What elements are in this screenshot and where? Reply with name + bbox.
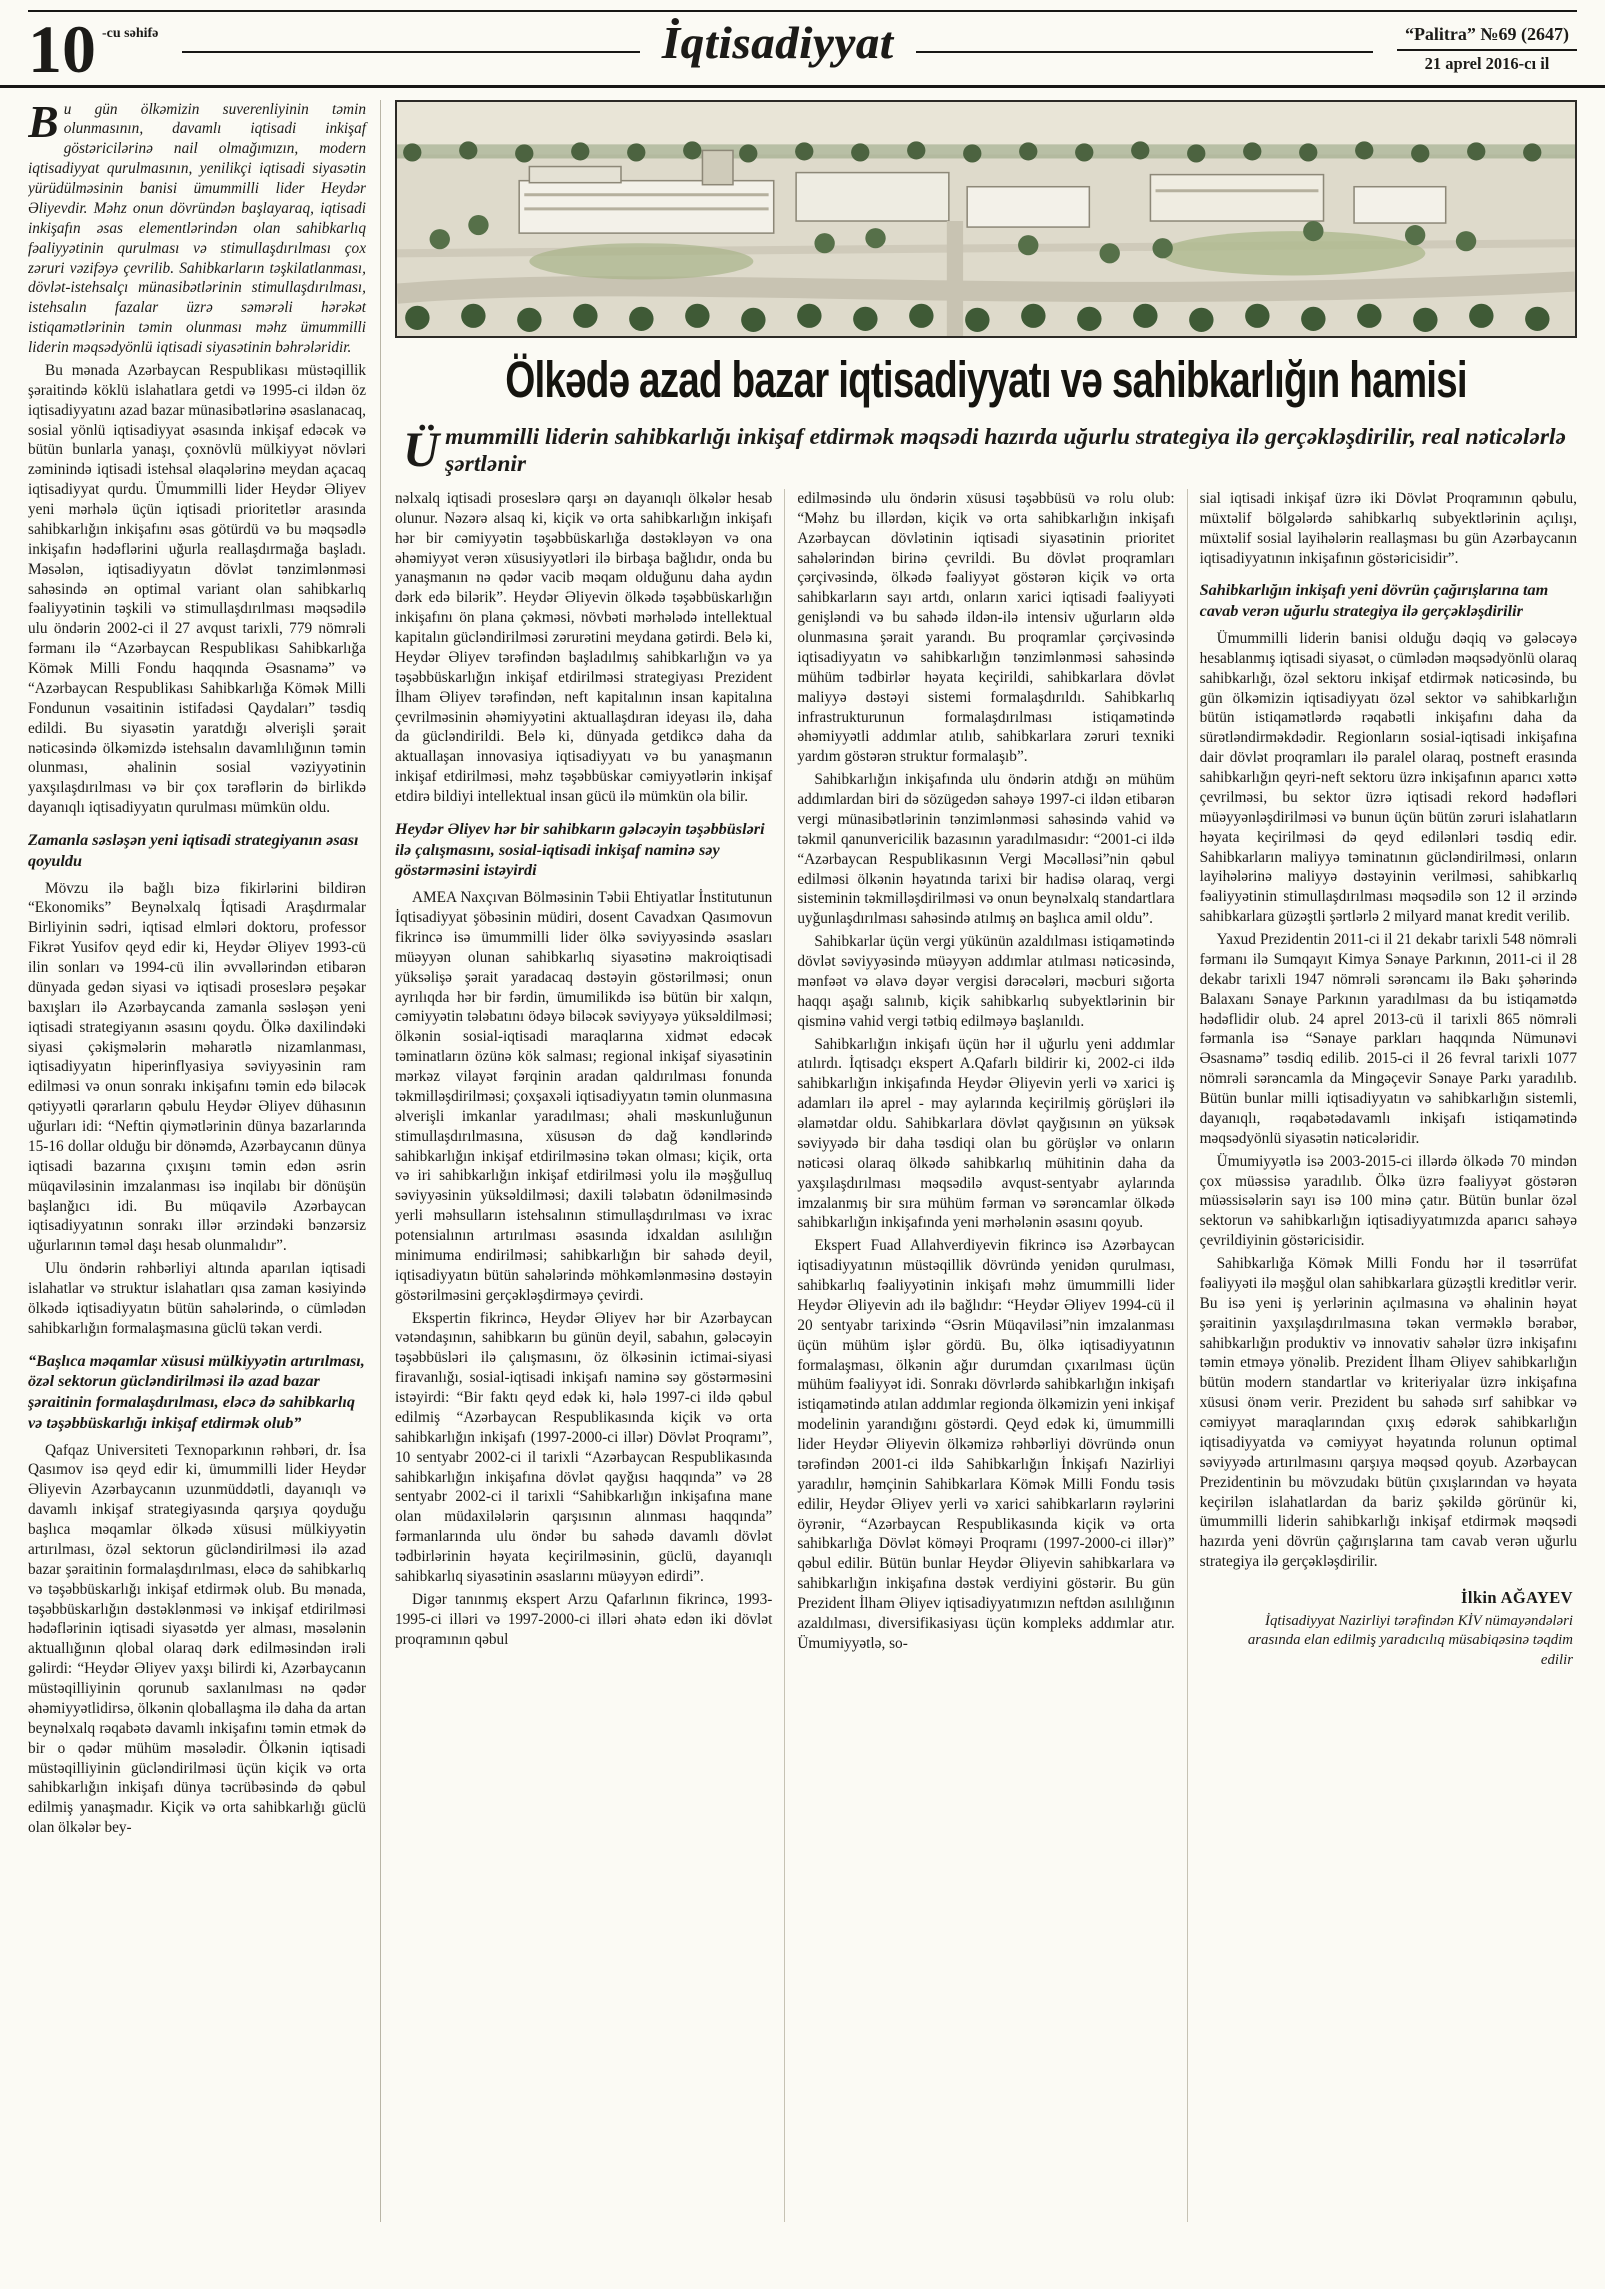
column-2 bbox=[395, 489, 784, 2222]
column-3 bbox=[784, 489, 1186, 2222]
competition-note: İqtisadiyyat Nazirliyi tərəfindən KİV nümayəndələri arasında elan edilmiş yaradıcılıq müsabiqəsinə təqdim edilir bbox=[1247, 1613, 1573, 1668]
paragraph: Ekspert Fuad Allahverdiyevin fikrincə isə Azərbaycan iqtisadiyyatının müstəqillik dövründə yenidən qurulması, sahibkarlıq fəaliyyətinin inkişafı məhz ümummilli lider Heydər Əliyevin adı ilə bağlıdır: “Heydər Əliyev 1994-cü il 20 sentyabr tarixində “Əsrin Müqaviləsi”nin imzalanması üçün mühüm işlər gördü. Bu, ölkə iqtisadiyyatının formalaşması, ölkənin ağır durumdan çıxarılması üçün mühüm fəaliyyət idi. Sonrakı dövrlərdə sahibkarlığın inkişafı istiqamətində atılan addımlar regionda ölkəmizin yeni inkişaf modelinin yarandığını göstərdi. Qeyd edək ki, ümummilli lider Heydər Əliyevin ölkəmizə rəhbərliyi dövründə onun tərəfindən 2001-ci ildə Sahibkarlığın İnkişafı Nazirliyi yaradılır, həmçinin Sahibkarlara Kömək Milli Fondu təsis edilir, Heydər Əliyev yerli və xarici sahibkarların rəylərini öyrənir, “Azərbaycan Respublikasında kiçik və orta sahibkarlığa Dövlət köməyi Proqramı (1997-2000-ci illər)” qəbul edilir. Bütün bunlar Heydər Əliyevin sahibkarlara və sahibkarlığın inkişafına dəstək verdiyini göstərir. Bu gün Prezident İlham Əliyev iqtisadiyyatımızın neftdən asılılığının azaldılması, diversifikasiyası üçün kompleks addımlar atır. Ümumiyyətlə, so- bbox=[797, 1237, 1175, 1652]
column-1 bbox=[28, 100, 380, 2222]
section-rule-right bbox=[916, 51, 1373, 53]
right-region bbox=[380, 100, 1577, 2222]
article-body bbox=[0, 88, 1605, 2238]
paragraph: Sahibkarlığa Kömək Milli Fondu hər il təsərrüfat fəaliyyəti ilə məşğul olan sahibkarlara güzəştli kreditlər verir. Bu isə yeni iş yerlərinin açılmasına və əhalinin həyat şəraitinin yaxşılaşdırılmasına təkan verməklə bərabər, sahibkarlığın produktiv və innovativ sahələr üzrə inkişafını təmin etməyə yönəlib. Prezident İlham Əliyev sahibkarlığın bütün modern standartlar və kriteriyalar üzrə inkişafına xüsusi önəm verir. Prezident bu sahədə sırf sahibkar və cəmiyyət maraqlarından çıxış edərək sahibkarlığın iqtisadiyyatda və cəmiyyət həyatında rolunun optimal səviyyədə artırılmasını qarşıya məqsəd qoyub. Azərbaycan Prezidentinin bu mövzudakı bütün çıxışlarından və həyata keçirilən islahatlardan da bariz şəkildə görünür ki, ümummilli liderin sahibkarlığı inkişaf etdirmək məqsədi hazırda yeni dövrün çağırışlarına tam cavab verən uğurlu strategiya ilə gerçəkləşdirilir. bbox=[1199, 1255, 1577, 1571]
page-number-suffix: -cu səhifə bbox=[102, 26, 159, 41]
paragraph: edilməsində ulu öndərin xüsusi təşəbbüsü və rolu olub: “Məhz bu illərdən, kiçik və orta sahibkarlığın inkişafı Azərbaycan dövlətinin iqtisadi siyasətinin prioritet sahələrindən birinə çevrildi. Bu dövlət proqramları çərçivəsində, ölkədə fəaliyyət göstərən kiçik və orta sahibkarların sayı artdı, onların xarici iqtisadi fəaliyyəti genişləndi və bu sahədə ildən-ilə intensiv uğurların əldə olunmasına şərait yarandı. Bu proqramlar çərçivəsində iqtisadiyyatın və sahibkarlığın tənzimlənməsi sahəsində mühüm tədbirlər həyata keçirildi, sahibkarlara dövlət maliyyə dəstəyi sistemi formalaşdırıldı. Sahibkarlıq infrastrukturunun formalaşdırılması istiqamətində əhəmiyyətli addımlar atılıb, sahibkarlara zəruri texniki yardım göstərən struktur formalaşıb”. bbox=[797, 489, 1175, 766]
subheadline-drop-cap: Ü bbox=[403, 420, 440, 477]
subhead-main-points: “Başlıca məqamlar xüsusi mülkiyyətin artırılması, özəl sektorun gücləndirilməsi ilə azad bazar şəraitinin formalaşdırılması, eləcə də sahibkarlıq və təşəbbüskarlığı inkişaf etdirmək olub” bbox=[28, 1351, 365, 1432]
paragraph: Digər tanınmış ekspert Arzu Qafarlının fikrincə, 1993-1995-ci illəri və 1997-2000-ci illəri əhatə edən iki dövlət proqramının qəbul bbox=[395, 1590, 773, 1648]
intro-paragraph bbox=[28, 100, 366, 358]
paragraph: AMEA Naxçıvan Bölməsinin Təbii Ehtiyatlar İnstitutunun İqtisadiyyat şöbəsinin müdiri, dosent Cavadxan Qasımovun fikrincə isə ümummilli lider ölkə səviyyəsində əsasları müəyyən olunan sahibkarlıq siyasətinə makroiqtisadi yüksəlişə şərait yaradacaq dəstəyin göstərilməsi; onun ayrılıqda hər bir fərdin, ümumilikdə isə bütün bir xalqın, cəmiyyətin tələbatını ödəyə biləcək səviyyəyə yüksəldilməsi; ölkənin sosial-iqtisadi maraqlarına xidmət edəcək təminatların özünə kök salması; regional inkişaf siyasətinin mərkəz vilayət fərqinin aradan qaldırılması fonunda təkmilləşdirilməsi; çoxşaxəli iqtisadiyyatın təmin olunmasına əlverişli imkanlar yaradılması; əhali məskunluğunun stimullaşdırılmasına, xüsusən də dağ kəndlərində sahibkarlığın inkişaf etdirilməsinə təkan olması; kiçik, orta və iri sahibkarlığın inkişaf etdirilməsi yolu ilə məşğulluq səviyyəsinin yüksəldilməsi; daxili tələbatın ödənilməsində yerli məhsulların istehsalının stimullaşdırılması və ixrac potensialının artırılması əsasında idxaldan asılılığın minimuma endirilməsi; sahibkarlığın bir sahədə deyil, iqtisadiyyatın bütün sahələrində möhkəmlənməsinə dəstəyin göstərilməsini gerçəkləşdirməyə çevirdi. bbox=[395, 889, 773, 1304]
paragraph: Sahibkarlığın inkişafı üçün hər il uğurlu yeni addımlar atılırdı. İqtisadçı ekspert A.Qafarlı bildirir ki, 2002-ci ildə sahibkarlığın inkişafında Heydər Əliyevin yerli və xarici iş adamları ilə aprel - may aylarında keçirilmiş görüşləri ilə əlamətdar oldu. Sahibkarlara dövlət qayğısının ən yüksək səviyyədə bir daha təsdiqi olan bu görüşlər və onların nəticəsi olaraq ölkədə sahibkarlıq mühitinin daha da yaxşılaşdırılması məqsədilə avqust-sentyabr aylarında imzalanmış bir sıra mühüm fərman və sərəncamlar ölkədə sahibkarlığın inkişafında yeni mərhələnin əsasını qoyub. bbox=[797, 1035, 1175, 1232]
article-subheadline-text: mummilli liderin sahibkarlığı inkişaf etdirmək məqsədi hazırda uğurlu strategiya ilə gerçəkləşdirilir, real nəticələrlə şərtlənir bbox=[445, 423, 1566, 478]
paragraph: Yaxud Prezidentin 2011-ci il 21 dekabr tarixli 548 nömrəli fərmanı ilə Sumqayıt Kimya Sənaye Parkının, 2011-ci il 28 dekabr tarixli 1947 nömrəli sərəncamı ilə Bakı şəhərində Balaxanı Sənaye Parkının yaradılması da bu istiqamətdə hədəflidir olub. 24 aprel 2013-cü il tarixli 865 nömrəli fərmanla isə “Sənaye parkları haqqında Nümunəvi Əsasnamə” təsdiq edilib. 2015-ci il 26 fevral tarixli 1077 nömrəli sərəncamla da Mingəçevir Sənaye Parkı yaradılıb. Bütün bunlar milli iqtisadiyyatın və sahibkarlığın sistemli, dayanıqlı, rəqabətədavamlı inkişafı istiqamətində məqsədyönlü siyasətin nəticələridir. bbox=[1199, 931, 1577, 1147]
subhead-heydar-aliyev-wish: Heydər Əliyev hər bir sahibkarın gələcəyin təşəbbüsləri ilə çalışmasını, sosial-iqtisadi inkişaf naminə səy göstərməsini istəyirdi bbox=[395, 819, 765, 880]
column-4 bbox=[1187, 489, 1577, 2222]
paragraph: sial iqtisadi inkişaf üzrə iki Dövlət Proqramının qəbulu, müxtəlif bölgələrdə sahibkarlıq subyektlərinin açılışı, müxtəlif sosial layihələrin reallaşması bu gün Azərbaycanın iqtisadiyyatının inkişafının göstəricisidir”. bbox=[1199, 489, 1577, 567]
three-column-area bbox=[395, 489, 1577, 2222]
paragraph: Bu mənada Azərbaycan Respublikası müstəqillik şəraitində köklü islahatlara getdi və 1995-ci ildən öz iqtisadiyyatını azad bazar münasibətlərinə əsaslanacaq, sosial yönlü iqtisadiyyat əsasında inkişaf edəcək və bütün bunlarla yanaşı, çoxnövlü mülkiyyət növləri zəminində iqtisadi istehsal əlaqələrinə meydan açacaq iqtisadiyyat qurdu. Ümummilli lider Heydər Əliyev yeni mərhələ üçün iqtisadi prioritetlər arasında sahibkarlığın inkişafını əsas götürdü və bu məqsədlə inkişafın hədəflərini uğurla reallaşdırmağa başladı. Məsələn, iqtisadiyyatın dövlət tənzimlənməsi sahəsində ən optimal variant olan sahibkarlıq fəaliyyətinin təşkili və stimullaşdırılması məqsədilə ulu öndərin 2002-ci il 27 avqust tarixli, 779 nömrəli fərmanı ilə “Azərbaycan Respublikası Sahibkarlığa Kömək Milli Fondu haqqında Əsasnamə” və “Azərbaycan Respublikası Sahibkarlığa Kömək Milli Fondunun vəsaitinin istifadəsi Qaydaları” təsdiq edildi. Bu siyasətin yaratdığı əlverişli şərait nəticəsində ölkəmizdə istehsalın davamlılığının təmin olunması, əhalinin sosial vəziyyətinin yaxşılaşdırılması və bir çox tərəflərin də birlikdə dayanıqlı iqtisadiyyatın qurulması mümkün oldu. bbox=[28, 361, 366, 817]
paragraph: Ümummilli liderin banisi olduğu dəqiq və gələcəyə hesablanmış iqtisadi siyasət, o cümlədən məqsədyönlü olaraq sahibkarlığı, özəl sektoru inkişaf etdirmək nəticəsində, bu gün ölkəmizin iqtisadiyyatı özəl sektor və sahibkarlığın bütün istiqamətlərdə rəqabətli inkişafını daha da sürətləndirməkdədir. Regionların sosial-iqtisadi inkişafına dair dövlət proqramları ilə paralel olaraq, postneft erasında sahibkarlığın qeyri-neft sektoru üzrə inkişafının aparıcı xəttə çevrilməsi, bu sektor üzrə iqtisadi rekord hədəfləri müəyyənləşdirilməsi və bunun üçün bütün zəruri islahatların həyata keçirilməsi də qeyd edilənləri təsdiq edir. Sahibkarların maliyyə təminatının gücləndirilməsi, onların layihələrinə maliyyə dəstəyinin verilməsi, sahibkarlıq fəaliyyətinin stimullaşdırılması məqsədilə son 12 il ərzində sahibkarlara güzəştli şərtlərlə 2 milyard manat kredit verilib. bbox=[1199, 629, 1577, 926]
paragraph: Ulu öndərin rəhbərliyi altında aparılan iqtisadi islahatlar və struktur islahatları qısa zaman kəsiyində ölkədə iqtisadiyyatın bütün sahələrində, o cümlədən sahibkarlığın formalaşmasına güclü təkan verdi. bbox=[28, 1260, 366, 1337]
article-headline bbox=[395, 349, 1577, 409]
paragraph: Qafqaz Universiteti Texnoparkının rəhbəri, dr. İsa Qasımov isə qeyd edir ki, ümummilli lider Heydər Əliyevin Azərbaycanın uzunmüddətli, dayanıqlı və davamlı inkişaf strategiyasında qarşıya qoyduğu başlıca məqamlar ölkədə xüsusi mülkiyyətin artırılması, özəl sektorun gücləndirilməsi ilə azad bazar şəraitinin formalaşdırılması, eləcə də sahibkarlıq və təşəbbüskarlığı inkişaf etdirmək olub. Bu mənada, təşəbbüskarlığın dəstəklənməsi və inkişaf etdirilməsi hədəflərinin iqtisadi siyasətdə yer alması, məsələnin aktuallığının qlobal olaraq dərk edilməsindən irəli gəlirdi: “Heydər Əliyev yaxşı bilirdi ki, Azərbaycanın müstəqilliyinin qorunub saxlanılması nə qədər əhəmiyyətlidirsə, ölkənin qloballaşma ilə daha da artan beynəlxalq rəqabətə davamlı inkişafını təmin etmək də bir o qədər mühüm məsələdir. Ölkənin iqtisadi müstəqilliyinin gücləndirilməsi üçün kiçik və orta sahibkarlığın inkişafı dünya təcrübəsində də qəbul edilmiş yanaşmadır. Kiçik və orta sahibkarlığı güclü olan ölkələr bey- bbox=[28, 1441, 366, 1837]
section-title-block bbox=[182, 18, 1373, 69]
article-photo bbox=[395, 100, 1577, 338]
paragraph: nəlxalq iqtisadi proseslərə qarşı ən dayanıqlı ölkələr hesab olunur. Nəzərə alsaq ki, kiçik və orta sahibkarlığın inkişafı hər bir cəmiyyətin təşəbbüskarlığa dəstəkləyən və ona əhəmiyyət verən xüsusiyyətləri ilə birbaşa bağlıdır, onda bu yanaşmanın nə qədər vacib məqam olduğunu daha aydın dərk edə bilərik”. Heydər Əliyevin ölkədə təşəbbüskarlığın inkişafını ön plana çəkməsi, növbəti mərhələdə intellektual kapitalın gücləndirilməsi zərurətini meydana gətirdi. Belə ki, Heydər Əliyev tərəfindən başladılmış sahibkarlığın və ya təşəbbüskarlığın inkişaf etdirilməsi strategiyası Prezident İlham Əliyev tərəfindən, neft kapitalının insan kapitalına çevrilməsinin əhəmiyyətini aktuallaşdıran ideyası ilə, daha da gücləndirildi. Belə ki, dünyada getdikcə daha da aktuallaşan innovasiya iqtisadiyyatı və bu yanaşmanın inkişaf etdirilməsi, məhz təşəbbüskar cəmiyyətlərin inkişaf etdirə bildiyi intellektual insan gücü ilə mümkün ola bilir. bbox=[395, 489, 773, 806]
paragraph: Ekspertin fikrincə, Heydər Əliyev hər bir Azərbaycan vətəndaşının, sahibkarın bu günün deyil, sabahın, gələcəyin təşəbbüsləri ilə çalışmasını, öz ölkəsinin ictimai-siyasi firavanlığı, sosial-iqtisadi inkişafı naminə səy göstərməsini istəyirdi: “Bir faktı qeyd edək ki, hələ 1997-ci ildə qəbul edilmiş “Azərbaycan Respublikasında kiçik və orta sahibkarlığın inkişafı (1997-2000-ci illər) Dövlət Proqramı”, 10 sentyabr 2002-ci il tarixli “Azərbaycan Respublikasında sahibkarlığın inkişafına dövlət qayğısı haqqında” və 28 sentyabr 2002-ci il tarixli “Sahibkarlığın inkişafına mane olan müdaxilələrin qarşısının alınması haqqında” fərmanlarında ulu öndər bu sahədə davamlı dövlət tədbirlərinin həyata keçirilməsinin, güclü, dayanıqlı sahibkarlıq siyasətinin əsaslarını müəyyən edirdi”. bbox=[395, 1309, 773, 1585]
article-subheadline bbox=[403, 420, 1569, 479]
paragraph: Sahibkarlar üçün vergi yükünün azaldılması istiqamətində dövlət səviyyəsində müəyyən addımlar atılması nəticəsində, mənfəət və əlavə dəyər vergisi dərəcələri, məcburi sığorta haqqı aşağı salınıb, kiçik sahibkarlıq subyektlərinin bir qisminə vahid vergi tətbiq edilməyə başlanıldı. bbox=[797, 933, 1175, 1030]
intro-text: u gün ölkəmizin suverenliyinin təmin olunmasının, davamlı iqtisadi inkişaf göstəricilərinə nail olmağımızın, modern iqtisadiyyat qurulmasının, yenilikçi iqtisadi siyasətin yürüdülməsinin banisi ümummilli lider Heydər Əliyevdir. Məhz onun dövründən başlayaraq, iqtisadi inkişafın əsas elementlərindən olan sahibkarlıq fəaliyyətinin qurulması və stimullaşdırılması çox zəruri vəzifəyə çevrilib. Sahibkarların təşkilatlanması, dövlət-istehsalçı münasibətlərinin stimullaşdırılması, istehsalın fazalar üzrə səmərəli hərəkət istiqamətlərinin təmin olunması məhz ümummilli liderin məqsədyönlü iqtisadi siyasətinin bəhrələridir. bbox=[28, 100, 366, 357]
page-number-block bbox=[28, 11, 159, 87]
page-header bbox=[0, 12, 1605, 88]
industrial-park-aerial-illustration bbox=[397, 102, 1575, 336]
section-title: İqtisadiyyat bbox=[661, 17, 894, 68]
section-rule-left bbox=[182, 51, 639, 53]
paragraph: Sahibkarlığın inkişafında ulu öndərin atdığı ən mühüm addımlardan biri də sözügedən sahəyə 1997-ci ildən etibarən vergi münasibətlərinin tənzimlənməsi sahəsində vahid və təkmil qanunvericilik bazasının yaradılmasıdır: “2001-ci ildə “Azərbaycan Respublikasının Vergi Məcəlləsi”nin qəbul edilməsi ölkənin həyatında tarixi bir hadisə olaraq, vergi sisteminin təkmilləşdirilməsi və onun beynəlxalq standartlara uyğunlaşdırılması sahəsində atılmış ən başlıca amil oldu”. bbox=[797, 771, 1175, 928]
author-signature: İlkin AĞAYEV bbox=[1461, 1588, 1573, 1608]
page-number: 10 bbox=[28, 11, 96, 87]
issue-date: 21 aprel 2016-cı il bbox=[1424, 54, 1550, 73]
article-headline-text: Ölkədə azad bazar iqtisadiyyatı və sahibkarlığın hamisi bbox=[505, 349, 1467, 409]
masthead: “Palitra” №69 (2647) bbox=[1397, 24, 1577, 51]
subhead-new-era-strategy: Sahibkarlığın inkişafı yeni dövrün çağırışlarına tam cavab verən uğurlu strategiya ilə gerçəkləşdirilir bbox=[1199, 581, 1549, 621]
issue-block bbox=[1397, 24, 1577, 74]
subhead-new-strategy: Zamanla səsləşən yeni iqtisadi strategiyanın əsası qoyuldu bbox=[28, 831, 359, 870]
paragraph: Ümumiyyətlə isə 2003-2015-ci illərdə ölkədə 70 mindən çox müəssisə yaradılıb. Ölkə üzrə fəaliyyət göstərən müəssisələrin sayı isə 100 minə çatır. Bütün bunlar özəl sektorun və sahibkarlığın iqtisadiyyatımızda aparıcı sahəyə çevrildiyinin göstəricisidir. bbox=[1199, 1152, 1577, 1250]
paragraph: Mövzu ilə bağlı bizə fikirlərini bildirən “Ekonomiks” Beynəlxalq İqtisadi Araşdırmalar Birliyinin sədri, iqtisad elmləri doktoru, professor Fikrət Yusifov qeyd edir ki, Heydər Əliyev 1993-cü ilin sonları və 1994-cü ilin əvvəllərindən etibarən dünyada gedən siyasi və iqtisadi proseslərə peşəkar baxışları ilə Azərbaycanda zamanla səsləşən yeni iqtisadi strategiyanın əsasını qoydu. Ölkə daxilindəki siyasi çəkişmələrin məharətlə nizamlanması, iqtisadiyyatın hiperinflyasiya səviyyəsinin ram edilməsi və onun sonrakı inkişafını təmin edə biləcək qətiyyətli qərarların qəbulu Heydər Əliyev dühasının uğurları idi: “Neftin qiymətlərinin dünya bazarlarında 15-16 dollar olduğu bir dönəmdə, Azərbaycanın dünya iqtisadi bazarına çıxışını təmin edən əsrin müqaviləsinin imzalanması isə inqilabı bir dönüşün başlanğıcı idi. Bu müqavilə Azərbaycan iqtisadiyyatının sonrakı illər ərzindəki bənzərsiz uğurlarının təməl daşı hesab olunmalıdır”. bbox=[28, 879, 366, 1255]
intro-drop-cap: B bbox=[28, 99, 59, 147]
